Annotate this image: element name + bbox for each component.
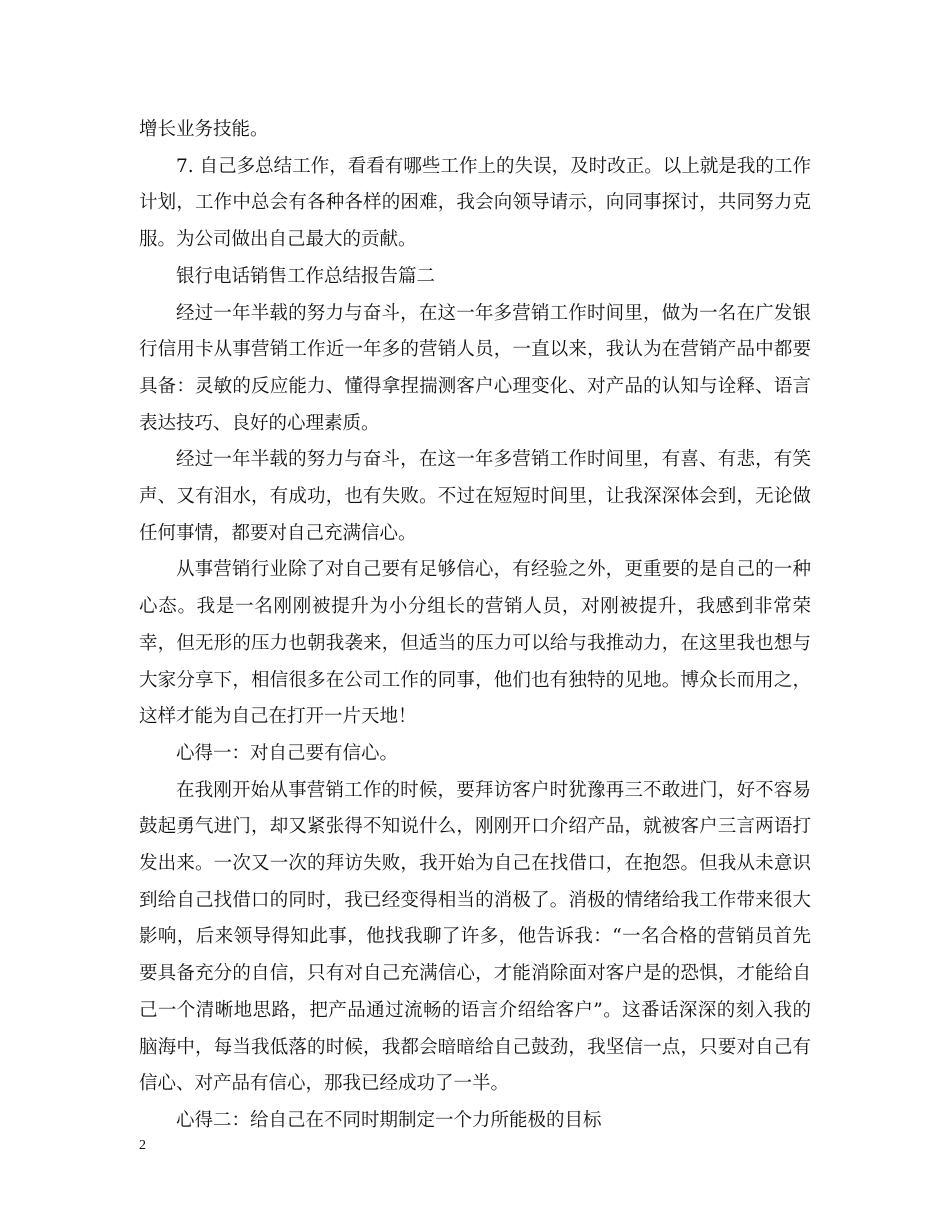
- paragraph-continuation: 增长业务技能。: [139, 119, 269, 140]
- insight-heading-two: 心得二：给自己在不同时期制定一个力所能极的目标: [176, 1109, 602, 1131]
- page-number: 2: [139, 1138, 146, 1153]
- insight-heading-one: 心得一：对自己要有信心。: [176, 742, 399, 764]
- paragraph-mindset: 从事营销行业除了对自己要有足够信心，有经验之外，更重要的是自己的一种心态。我是一名刚刚被提升为小分组长的营销人员，对刚被提升，我感到非常荣幸，但无形的压力也朝我袭来，但适当的压力可以给与我推动力，在这里我也想与大家分享下，相信很多在公司工作的同事，他们也有独特的见地。博众长而用之，这样才能为自己在打开一片天地！: [139, 559, 811, 728]
- paragraph-intro: 经过一年半载的努力与奋斗，在这一年多营销工作时间里，做为一名在广发银行信用卡从事营销工作近一年多的营销人员，一直以来，我认为在营销产品中都要具备：灵敏的反应能力、懂得拿捏揣测客户心理变化、对产品的认知与诠释、语言表达技巧、良好的心理素质。: [139, 302, 811, 434]
- paragraph-item-7: 7. 自己多总结工作，看看有哪些工作上的失误，及时改正。以上就是我的工作计划，工作中总会有各种各样的困难，我会向领导请示，向同事探讨，共同努力克服。为公司做出自己最大的贡献。: [139, 155, 811, 251]
- paragraph-experience: 经过一年半载的努力与奋斗，在这一年多营销工作时间里，有喜、有悲，有笑声、又有泪水，有成功，也有失败。不过在短短时间里，让我深深体会到，无论做任何事情，都要对自己充满信心。: [139, 449, 811, 544]
- paragraph-confidence: 在我刚开始从事营销工作的时候，要拜访客户时犹豫再三不敢进门，好不容易鼓起勇气进门，却又紧张得不知说什么，刚刚开口介绍产品，就被客户三言两语打发出来。一次又一次的拜访失败，我开始为自己在找借口，在抱怨。但我从未意识到给自己找借口的同时，我已经变得相当的消极了。消极的情绪给我工作带来很大影响，后来领导得知此事，他找我聊了许多，他告诉我：“一名合格的营销员首先要具备充分的自信，只有对自己充满信心，才能消除面对客户是的恐惧，才能给自己一个清晰地思路，把产品通过流畅的语言介绍给客户”。这番话深深的刻入我的脑海中，每当我低落的时候，我都会暗暗给自己鼓劲，我坚信一点，只要对自己有信心、对产品有信心，那我已经成功了一半。: [139, 779, 811, 1095]
- document-body: [139, 112, 811, 1140]
- section-heading-part-two: 银行电话销售工作总结报告篇二: [176, 265, 436, 287]
